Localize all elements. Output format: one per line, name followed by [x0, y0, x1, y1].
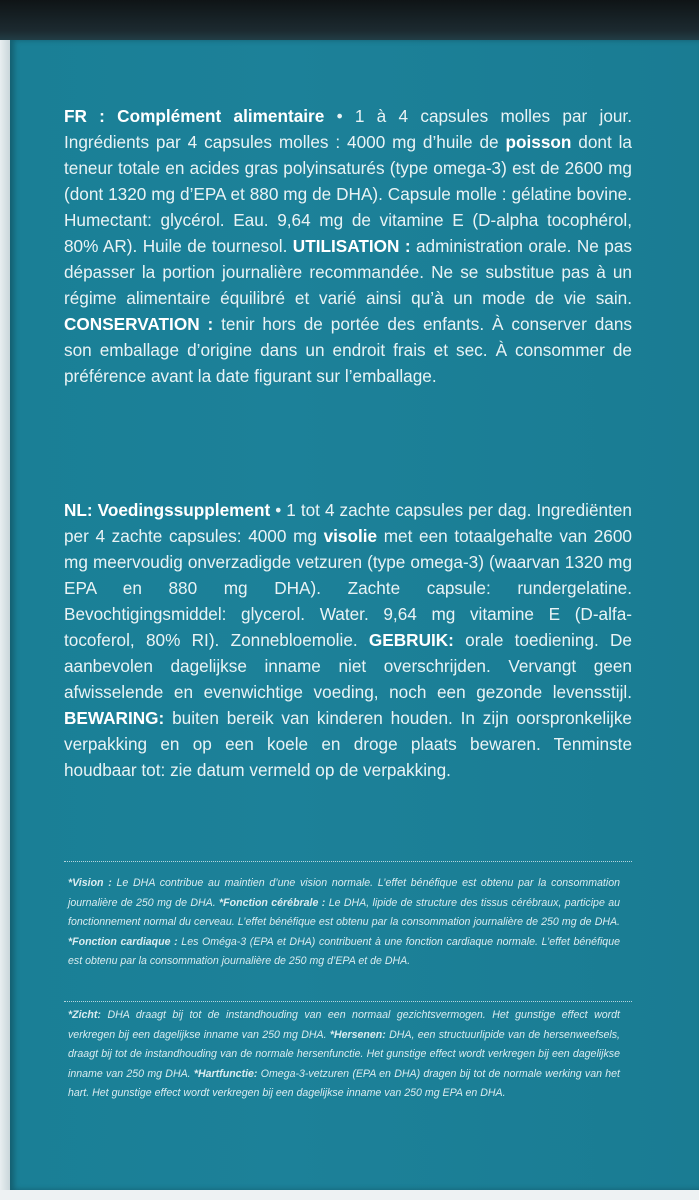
fr-fish-keyword: poisson — [505, 132, 572, 152]
dutch-health-claims — [68, 1006, 620, 1104]
fr-claim-heart-heading: *Fonction cardiaque : — [68, 935, 178, 948]
nl-usage-heading: GEBRUIK: — [368, 630, 454, 650]
fr-ingredients-text: dont la teneur totale en acides gras polyinsaturés (type omega-3) est de 2600 mg (dont 1320 mg d’EPA et 880 mg de DHA). Capsule molle : gélatine bovine. Humectant: glycérol. Eau. 9,64 mg de vitamine E (D-alpha tocophérol, 80% AR). Huile de tournesol. — [64, 132, 632, 256]
nl-heading: NL: Voedingssupplement — [64, 500, 271, 520]
fr-claim-vision-text: Le DHA contribue au maintien d’une vision normale. L’effet bénéfique est obtenu par la consommation journalière de 250 mg de DHA. — [68, 877, 620, 909]
nl-claim-vision-heading: *Zicht: — [68, 1009, 101, 1021]
dotted-divider — [64, 861, 632, 862]
fr-claim-heart-text: Les Oméga-3 (EPA et DHA) contribuent à une fonction cardiaque normale. L’effet bénéfique est obtenu par la consommation journalière de 250 mg d’EPA et de DHA. — [68, 935, 620, 968]
nl-claim-heart-text: Omega-3-vetzuren (EPA en DHA) dragen bij tot de normale werking van het hart. Het gunstige effect wordt verkregen bij een dagelijkse inname van 250 mg EPA en DHA. — [68, 1067, 620, 1100]
nl-claim-heart-heading: *Hartfunctie: — [193, 1067, 258, 1080]
nl-ingredients-text: met een totaalgehalte van 2600 mg meervoudig onverzadigde vetzuren (type omega-3) (waarvan 1320 mg EPA en 880 mg DHA). Zachte capsule: rundergelatine. Bevochtigingsmiddel: glycerol. Water. 9,64 mg vitamine E (D-alfa-tocoferol, 80% RI). Zonnebloemolie. — [64, 526, 632, 650]
package-side-edge — [0, 40, 10, 1190]
fr-claim-vision-heading: *Vision : — [68, 877, 112, 889]
fr-storage-text: tenir hors de portée des enfants. À conserver dans son emballage d’origine dans un endroit frais et sec. À consommer de préférence avant la date figurant sur l’emballage. — [64, 314, 632, 386]
package-top-edge — [0, 0, 699, 44]
nl-usage-text: orale toediening. De aanbevolen dagelijkse inname niet overschrijden. Vervangt geen afwisselende en evenwichtige voeding, noch een gezonde levensstijl. — [64, 630, 632, 702]
nl-dosage-text: • 1 tot 4 zachte capsules per dag. Ingrediënten per 4 zachte capsules: 4000 mg — [64, 500, 632, 546]
fr-usage-text: administration orale. Ne pas dépasser la portion journalière recommandée. Ne se substitue pas à un régime alimentaire équilibré et varié ainsi qu’à un mode de vie sain. — [64, 236, 632, 308]
french-health-claims — [68, 874, 620, 972]
nl-claim-vision-text: DHA draagt bij tot de instandhouding van een normaal gezichtsvermogen. Het gunstige effect wordt verkregen bij een dagelijkse inname van 250 mg DHA. — [68, 1009, 620, 1041]
nl-fish-keyword: visolie — [323, 526, 378, 546]
fr-usage-heading: UTILISATION : — [292, 236, 411, 256]
fr-heading: FR : Complément alimentaire — [64, 106, 325, 126]
fr-claim-brain-text: Le DHA, lipide de structure des tissus cérébraux, participe au fonctionnement normal du cerveau. L’effet bénéfique est obtenu par la consommation journalière de 250 mg de DHA. — [68, 896, 621, 929]
nl-claim-brain-heading: *Hersenen: — [329, 1028, 386, 1041]
fr-claim-brain-heading: *Fonction cérébrale : — [219, 896, 326, 909]
dotted-divider — [64, 1001, 632, 1002]
fr-storage-heading: CONSERVATION : — [64, 314, 214, 334]
nl-claim-brain-text: DHA, een structuurlipide van de hersenweefsels, draagt bij tot de instandhouding van de normale hersenfunctie. Het gunstige effect wordt verkregen bij een dagelijkse inname van 250 mg DHA. — [68, 1028, 621, 1080]
fr-dosage-text: • 1 à 4 capsules molles par jour. Ingrédients par 4 capsules molles : 4000 mg d’huile de — [64, 106, 632, 152]
nl-storage-text: buiten bereik van kinderen houden. In zijn oorspronkelijke verpakking en op een koele en droge plaats bewaren. Tenminste houdbaar tot: zie datum vermeld op de verpakking. — [64, 708, 632, 780]
french-label-text — [64, 103, 632, 389]
dutch-label-text — [64, 497, 632, 783]
nl-storage-heading: BEWARING: — [64, 708, 165, 728]
package-bottom-edge — [0, 1190, 699, 1200]
